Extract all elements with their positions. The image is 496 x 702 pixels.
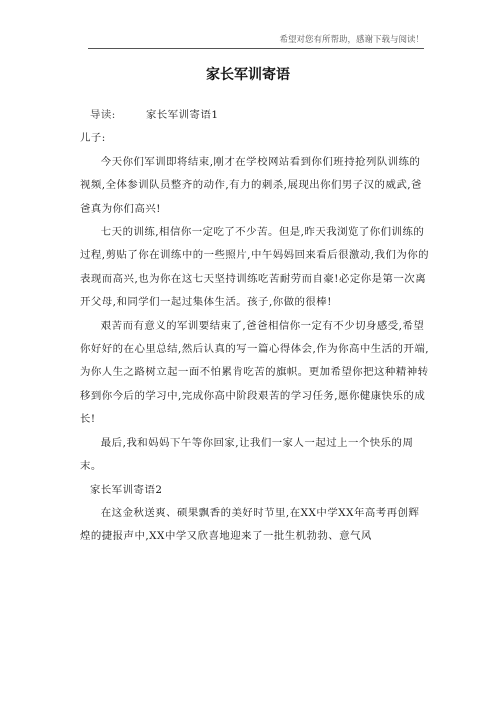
paragraph-1: 今天你们军训即将结束,刚才在学校网站看到你们班持抢列队训练的视频,全体参训队员整齐的动作,有力的刺杀,展现出你们男子汉的威武,爸爸真为你们高兴! [80,155,422,215]
header-note: 希望对您有所帮助，感谢下载与阅读！ [279,35,424,45]
lead-line [80,104,430,127]
paragraph-4: 最后,我和妈妈下午等你回家,让我们一家人一起过上一个快乐的周末。 [80,436,414,473]
section-2-label: 家长军训寄语2 [90,483,163,496]
header-rule [88,48,424,49]
paragraph-3: 艰苦而有意义的军训要结束了,爸爸相信你一定有不少切身感受,希望你好好的在心里总结,然后认真的写一篇心得体会,作为你高中生活的开端,为你人生之路树立起一面不怕累肯吃苦的旗帜。更加希望你把这种精神转移到你今后的学习中,完成你高中阶段艰苦的学习任务,愿你健康快乐的成长! [80,319,430,426]
lead-label: 导读: [90,109,116,121]
lead-text: 家长军训寄语1 [146,109,219,121]
paragraph-2: 七天的训练,相信你一定吃了不少苦。但是,昨天我浏览了你们训练的过程,剪贴了你在训练中的一些照片,中午妈妈回来看后很激动,我们为你的表现而高兴,也为你在这七天坚持训练吃苦耐劳而自豪!必定你是第一次离开父母,和同学们一起过集体生活。孩子,你做的很棒! [80,226,430,309]
document-body [80,104,430,549]
section-2-paragraph: 在这金秋送爽、硕果飘香的美好时节里,在XX中学XX年高考再创辉煌的捷报声中,XX中学又欣喜地迎来了一批生机勃勃、意气风 [80,506,420,543]
document-title: 家长军训寄语 [206,67,290,83]
salutation: 儿子: [80,132,106,145]
